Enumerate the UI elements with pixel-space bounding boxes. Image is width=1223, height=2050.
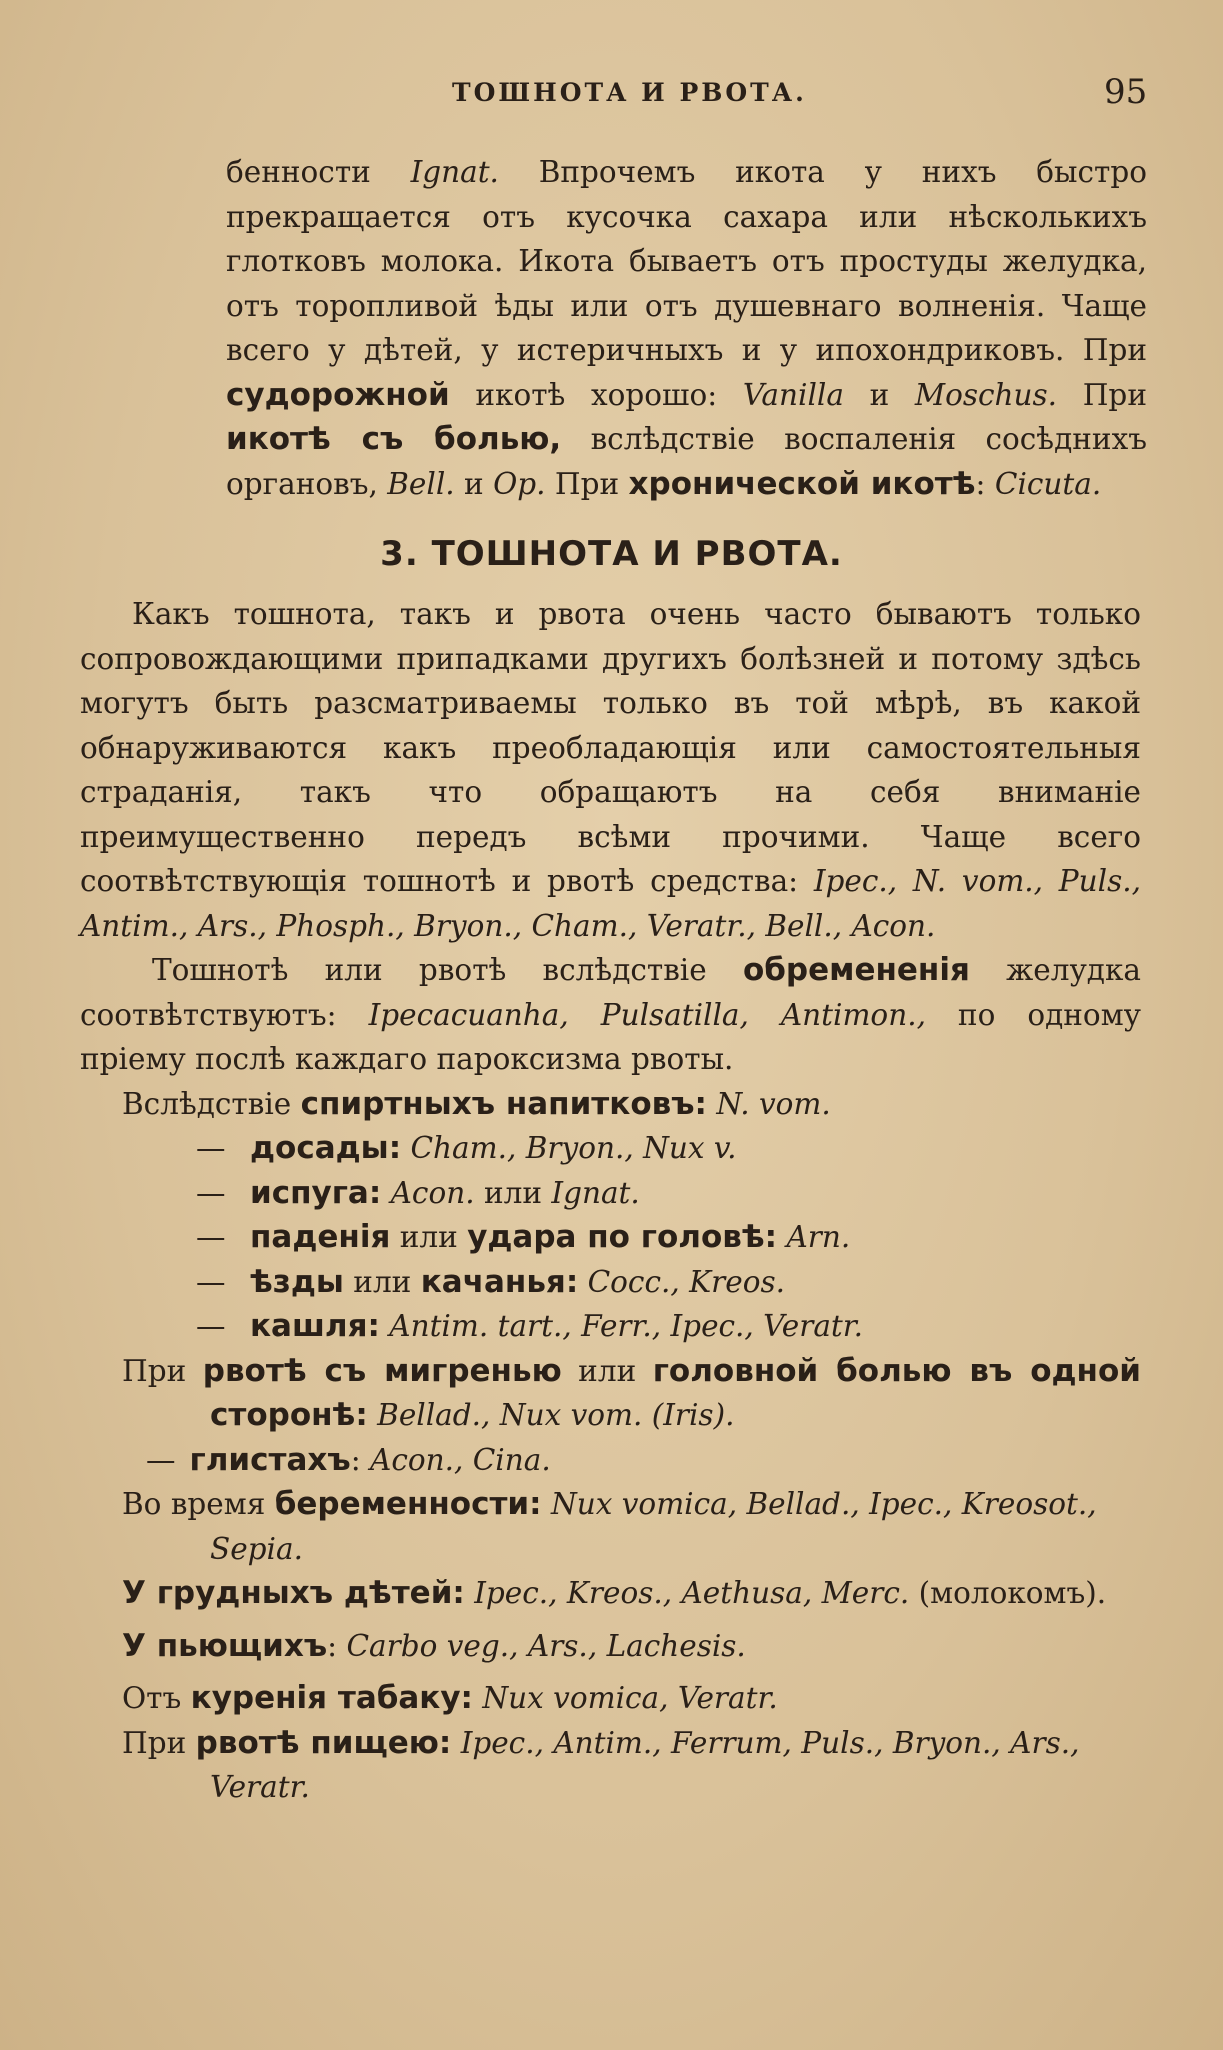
list-item	[0, 1571, 1223, 1616]
emphasis-term: головной болью въ одной сторонѣ:	[210, 1352, 1141, 1433]
remedy-name: Ignat.	[551, 1175, 640, 1210]
remedy-name: Nux vomica, Bellad., Ipec., Kreosot., Sepia.	[210, 1487, 1097, 1566]
section-heading: 3. ТОШНОТА И РВОТА.	[380, 534, 843, 574]
body-text	[0, 150, 1223, 1810]
list-item	[0, 1482, 1223, 1571]
remedy-name: Ipec., Kreos., Aethusa, Merc.	[464, 1576, 910, 1610]
remedy-name: Nux vomica, Veratr.	[472, 1681, 778, 1715]
text-run: Отъ	[122, 1681, 191, 1715]
emphasis-term: ѣзды	[250, 1263, 344, 1300]
emphasis-term: паденія	[250, 1219, 391, 1255]
emphasis-term: куренія табаку:	[190, 1680, 473, 1716]
text-run: вслѣдствіе воспаленія сосѣднихъ органовъ,	[226, 422, 1147, 501]
text-run: При	[122, 1353, 203, 1388]
remedy-name: Cham., Bryon., Nux v.	[401, 1131, 737, 1165]
emphasis-term: качанья:	[420, 1263, 579, 1300]
running-title: ТОШНОТА И РВОТА.	[452, 78, 807, 107]
ditto-dash: —	[196, 1131, 226, 1165]
text-run: При	[1057, 377, 1147, 412]
text-run: (молокомъ).	[909, 1576, 1107, 1610]
text-run: При	[545, 466, 629, 501]
ditto-dash: —	[146, 1442, 176, 1477]
text-run: :	[350, 1442, 371, 1477]
text-run: или	[561, 1353, 653, 1388]
page-number: 95	[1104, 72, 1148, 112]
text-run: Тошнотѣ или рвотѣ вслѣдствіе	[152, 953, 743, 987]
spacer	[0, 1668, 1223, 1676]
list-item	[0, 1438, 1223, 1483]
paragraph-intro	[0, 592, 1223, 948]
ditto-dash: —	[196, 1264, 226, 1299]
list-item	[0, 1171, 1223, 1216]
remedy-list: Ipecacuanha, Pulsatilla, Antimon.,	[368, 997, 926, 1032]
text-run: бенности	[226, 155, 411, 189]
remedy-name: Antim. tart., Ferr., Ipec., Veratr.	[379, 1309, 864, 1343]
list-item	[0, 1624, 1223, 1669]
emphasis-term: досады:	[250, 1130, 402, 1166]
text-run: или	[343, 1264, 421, 1299]
text-run: желудка соотвѣтствуютъ:	[80, 953, 1141, 1032]
emphasis-term: рвотѣ пищею:	[195, 1724, 452, 1761]
text-run: Какъ тошнота, такъ и рвота очень часто бываютъ только сопровождающими припадками другихъ болѣзней и потому здѣсь могутъ быть разсматриваемы только въ той мѣрѣ, въ какой обнаруживаются какъ преобладающія или самостоятельныя страданія, такъ что обращаютъ на себя вниманіе преимущественно передъ всѣми прочими. Чаще всего соотвѣтствующія тошнотѣ и рвотѣ средства:	[80, 597, 1141, 898]
remedy-name: Carbo veg., Ars., Lachesis.	[346, 1628, 746, 1663]
list-item	[0, 1349, 1223, 1438]
remedy-name: Cocc., Kreos.	[578, 1264, 785, 1299]
list-item	[0, 1304, 1223, 1349]
emphasis-term: рвотѣ съ мигренью	[202, 1352, 562, 1389]
remedy-name: Bellad., Nux vom. (Iris).	[367, 1398, 735, 1432]
ditto-dash: —	[196, 1309, 226, 1343]
list-item	[0, 1260, 1223, 1305]
text-run: При	[122, 1725, 196, 1760]
remedy-name: Arn.	[777, 1220, 851, 1254]
remedy-name: Ipec., Antim., Ferrum, Puls., Bryon., Ars., Veratr.	[210, 1725, 1080, 1804]
spacer	[0, 1616, 1223, 1624]
list-item	[0, 1082, 1223, 1127]
text-run: Впрочемъ икота у нихъ быстро прекращается отъ кусочка сахара или нѣсколькихъ глотковъ молока. Икота бываетъ отъ простуды желудка, отъ торопливой ѣды или отъ душевнаго волненія. Чаще всего у дѣтей, у истеричныхъ и у ипохондриковъ. При	[226, 155, 1147, 367]
remedy-name: Vanilla	[742, 377, 844, 412]
emphasis-term: хронической икотѣ	[628, 465, 976, 502]
ditto-dash: —	[196, 1220, 226, 1254]
remedy-list: Ipec., N. vom., Puls., Antim., Ars., Phosph., Bryon., Cham., Veratr., Bell., Acon.	[80, 864, 1141, 943]
text-run: и	[843, 377, 915, 412]
list-item	[0, 1721, 1223, 1810]
ditto-dash: —	[196, 1175, 226, 1210]
text-run: или	[390, 1220, 468, 1254]
text-run: Во время	[122, 1487, 275, 1521]
running-head	[0, 72, 1223, 112]
text-run: по одному пріему послѣ каждаго пароксизма рвоты.	[80, 997, 1141, 1076]
remedy-name: Acon., Cina.	[370, 1442, 551, 1477]
remedy-name: Bell.	[387, 466, 455, 501]
list-item	[0, 1126, 1223, 1171]
paragraph-hiccup-end	[0, 150, 1223, 506]
text-run: :	[975, 466, 995, 501]
remedy-name: Op.	[493, 466, 546, 501]
emphasis-term: испуга:	[250, 1174, 382, 1211]
remedy-name: Moschus.	[914, 377, 1058, 412]
text-run: :	[327, 1628, 347, 1663]
text-run: и	[454, 466, 494, 501]
paragraph-overload	[0, 948, 1223, 1082]
text-run: или	[474, 1175, 552, 1210]
emphasis-term: спиртныхъ напитковъ:	[300, 1085, 707, 1122]
emphasis-term: У пьющихъ	[122, 1627, 328, 1664]
remedy-name: Acon.	[381, 1175, 475, 1210]
emphasis-term: глистахъ	[189, 1441, 351, 1478]
emphasis-term: У грудныхъ дѣтей:	[122, 1575, 465, 1611]
remedy-name: N. vom.	[706, 1086, 831, 1121]
emphasis-term: обремененія	[742, 952, 970, 988]
emphasis-term: кашля:	[250, 1308, 380, 1344]
list-item	[0, 1215, 1223, 1260]
emphasis-term: беременности:	[274, 1486, 542, 1522]
emphasis-term: судорожной	[226, 376, 450, 413]
remedy-name: Ignat.	[410, 155, 499, 189]
list-item	[0, 1676, 1223, 1721]
emphasis-term: икотѣ съ болью,	[226, 421, 562, 457]
text-run: Вслѣдствіе	[122, 1086, 301, 1121]
emphasis-term: удара по головѣ:	[467, 1219, 778, 1255]
remedy-name: Cicuta.	[994, 466, 1102, 501]
text-run: икотѣ хорошо:	[449, 377, 743, 412]
